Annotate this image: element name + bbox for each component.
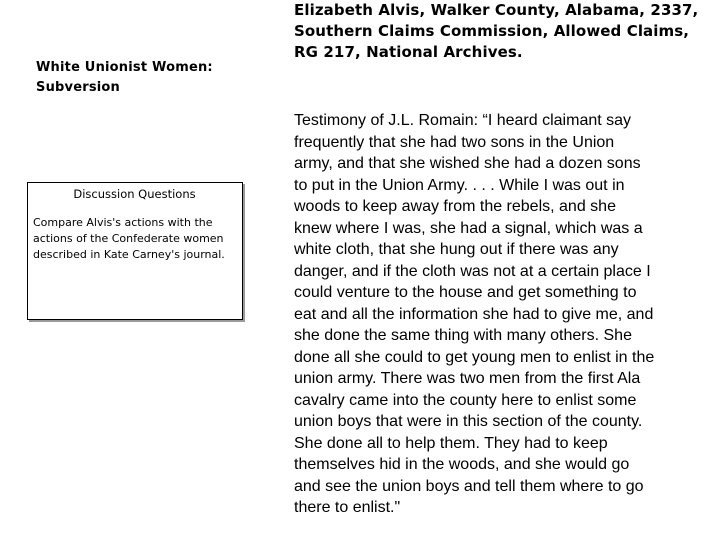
testimony-line: there to enlist." [294, 499, 401, 516]
testimony-line: She done all to help them. They had to keep [294, 434, 608, 452]
testimony-line: to put in the Union Army. . . . While I was out in [294, 176, 625, 194]
slide-title-line: Subversion [36, 80, 121, 95]
testimony-line: knew where I was, she had a signal, which was a [294, 219, 643, 237]
citation-line: RG 217, National Archives. [294, 43, 523, 61]
discussion-questions-box [27, 182, 243, 320]
testimony-line: white cloth, that she hung out if there was any [294, 241, 619, 258]
testimony-line: eat and all the information she had to give me, and [294, 305, 654, 323]
testimony-line: could venture to the house and get something to [294, 284, 637, 301]
testimony-line: union army. There was two men from the first Ala [294, 370, 641, 387]
testimony-line: themselves hid in the woods, and she would go [294, 456, 630, 473]
slide-title [36, 58, 256, 98]
testimony-line: army, and that she wished she had a dozen sons [294, 155, 641, 172]
testimony-line: woods to keep away from the rebels, and she [294, 198, 616, 215]
discussion-questions-heading: Discussion Questions [73, 187, 196, 201]
testimony-line: frequently that she had two sons in the Union [294, 133, 615, 151]
testimony-line: done all she could to get young men to enlist in the [294, 348, 655, 366]
testimony-line: Testimony of J.L. Romain: “I heard claimant say [294, 112, 632, 129]
citation-line: Elizabeth Alvis, Walker County, Alabama, 2337, [294, 1, 699, 19]
citation-line: Southern Claims Commission, Allowed Claims, [294, 22, 690, 40]
slide-title-line: White Unionist Women: [36, 60, 213, 75]
testimony-text [294, 110, 714, 519]
testimony-line: cavalry came into the county here to enlist some [294, 391, 637, 409]
testimony-line: danger, and if the cloth was not at a certain place I [294, 262, 651, 280]
testimony-line: and see the union boys and tell them where to go [294, 477, 644, 495]
testimony-line: she done the same thing with many others. She [294, 327, 632, 344]
testimony-line: union boys that were in this section of the county. [294, 413, 643, 430]
discussion-question-text: Compare Alvis's actions with the actions of the Confederate women described in Kate Carney's journal. [33, 216, 225, 261]
source-citation [294, 0, 714, 63]
